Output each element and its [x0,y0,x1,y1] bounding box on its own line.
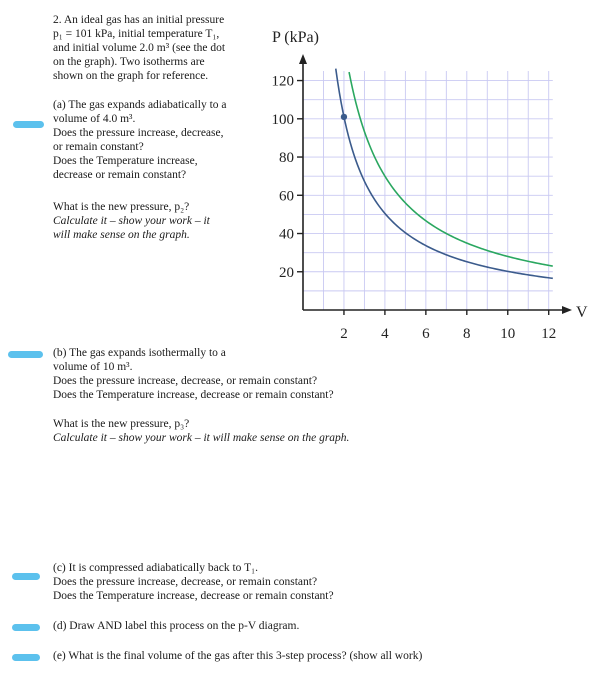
grid [303,71,553,310]
x-tick-label: 6 [422,326,430,342]
y-tick-label: 40 [279,226,294,243]
part-b-hint: Calculate it – show your work – it will make sense on the graph. [53,432,350,444]
part-c-line: Does the Temperature increase, decrease or remain constant? [53,590,334,602]
intro-line: shown on the graph for reference. [53,70,209,82]
part-a-line: (a) The gas expands adiabatically to a [53,99,227,111]
tick-labels [272,74,557,342]
x-tick-label: 2 [340,326,348,342]
part-a-line: Does the Temperature increase, [53,155,198,167]
y-tick-label: 80 [279,150,294,167]
y-tick-label: 20 [279,264,294,281]
intro-line: and initial volume 2.0 m³ (see the dot [53,42,226,54]
highlight-marker [13,121,44,128]
intro-line: on the graph). Two isotherms are [53,56,205,68]
y-axis-arrow [299,54,307,64]
part-b-line: Does the Temperature increase, decrease or remain constant? [53,389,334,401]
highlight-marker [12,654,40,661]
y-tick-label: 120 [271,73,294,90]
x-tick-label: 10 [500,326,516,342]
x-tick-label: 12 [541,326,557,342]
intro-line: p₁ = 101 kPa, initial temperature T₁, [53,28,220,40]
part-a-hint: will make sense on the graph. [53,229,190,241]
intro-line: 2. An ideal gas has an initial pressure [53,14,225,26]
part-d: (d) Draw AND label this process on the p-V diagram. [53,620,300,632]
isotherm-high-curve [349,72,553,266]
y-tick-label: 60 [279,188,294,205]
part-b-line: (b) The gas expands isothermally to a [53,347,226,359]
initial-state-dot [341,114,347,120]
part-c-line: Does the pressure increase, decrease, or remain constant? [53,576,318,588]
x-tick-label: 4 [381,326,389,342]
part-a-hint: Calculate it – show your work – it [53,215,210,227]
part-a-line: Does the pressure increase, decrease, [53,127,224,139]
part-b-line: volume of 10 m³. [53,361,133,373]
x-axis-title: V [576,304,588,321]
x-axis-arrow [562,306,572,314]
part-c-line: (c) It is compressed adiabatically back to T₁. [53,562,258,574]
highlight-marker [12,573,40,580]
y-tick-label: 100 [271,111,294,128]
highlight-marker [12,624,40,631]
part-a-line: or remain constant? [53,141,144,153]
part-b-question: What is the new pressure, p₃? [53,418,190,430]
x-tick-label: 8 [463,326,471,342]
part-b-line: Does the pressure increase, decrease, or remain constant? [53,375,318,387]
part-a-line: volume of 4.0 m³. [53,113,136,125]
part-a-question: What is the new pressure, p₂? [53,201,190,213]
part-e: (e) What is the final volume of the gas after this 3-step process? (show all work) [53,650,423,662]
part-a-line: decrease or remain constant? [53,169,187,181]
y-axis-title: P (kPa) [272,29,319,46]
pv-diagram [262,20,592,350]
highlight-marker [8,351,43,358]
